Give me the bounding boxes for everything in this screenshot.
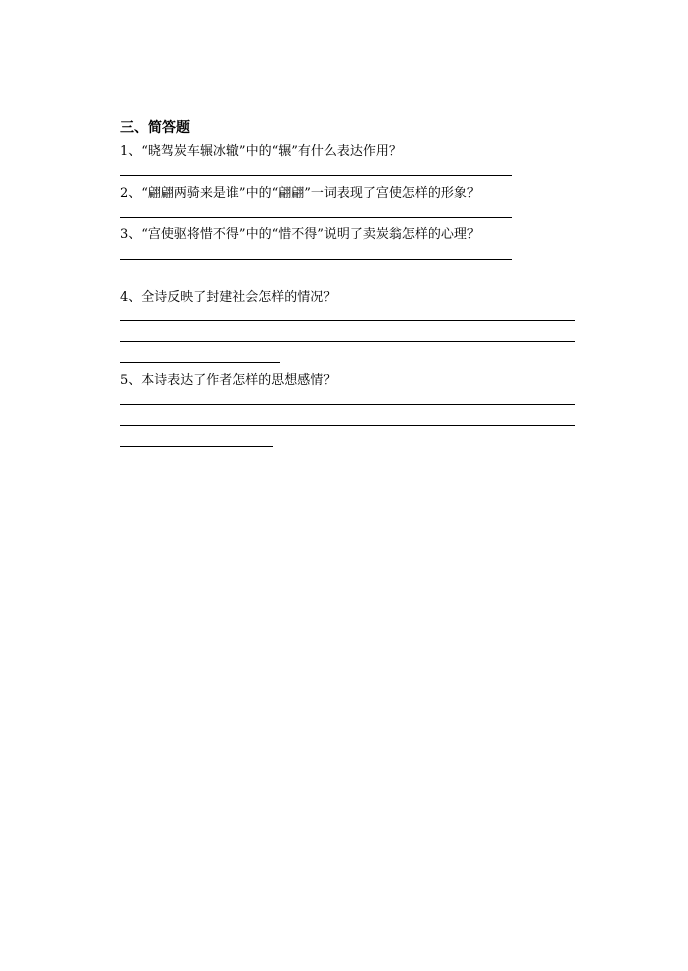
answer-line-4a — [120, 320, 575, 321]
answer-line-1 — [120, 175, 512, 176]
question-3: 3、“宫使驱将惜不得”中的“惜不得”说明了卖炭翁怎样的心理？ — [120, 227, 480, 242]
answer-line-5c — [120, 446, 273, 447]
answer-line-4c — [120, 362, 280, 363]
answer-line-3 — [120, 259, 512, 260]
answer-line-2 — [120, 217, 512, 218]
question-5: 5、本诗表达了作者怎样的思想感情？ — [120, 373, 337, 388]
answer-line-5b — [120, 425, 575, 426]
question-2: 2、“翩翩两骑来是谁”中的“翩翩”一词表现了宫使怎样的形象？ — [120, 186, 480, 201]
question-1: 1、“晓驾炭车辗冰辙”中的“辗”有什么表达作用？ — [120, 144, 402, 159]
answer-line-5a — [120, 404, 575, 405]
section-title: 三、简答题 — [120, 120, 190, 136]
question-4: 4、全诗反映了封建社会怎样的情况？ — [120, 290, 337, 305]
answer-line-4b — [120, 341, 575, 342]
